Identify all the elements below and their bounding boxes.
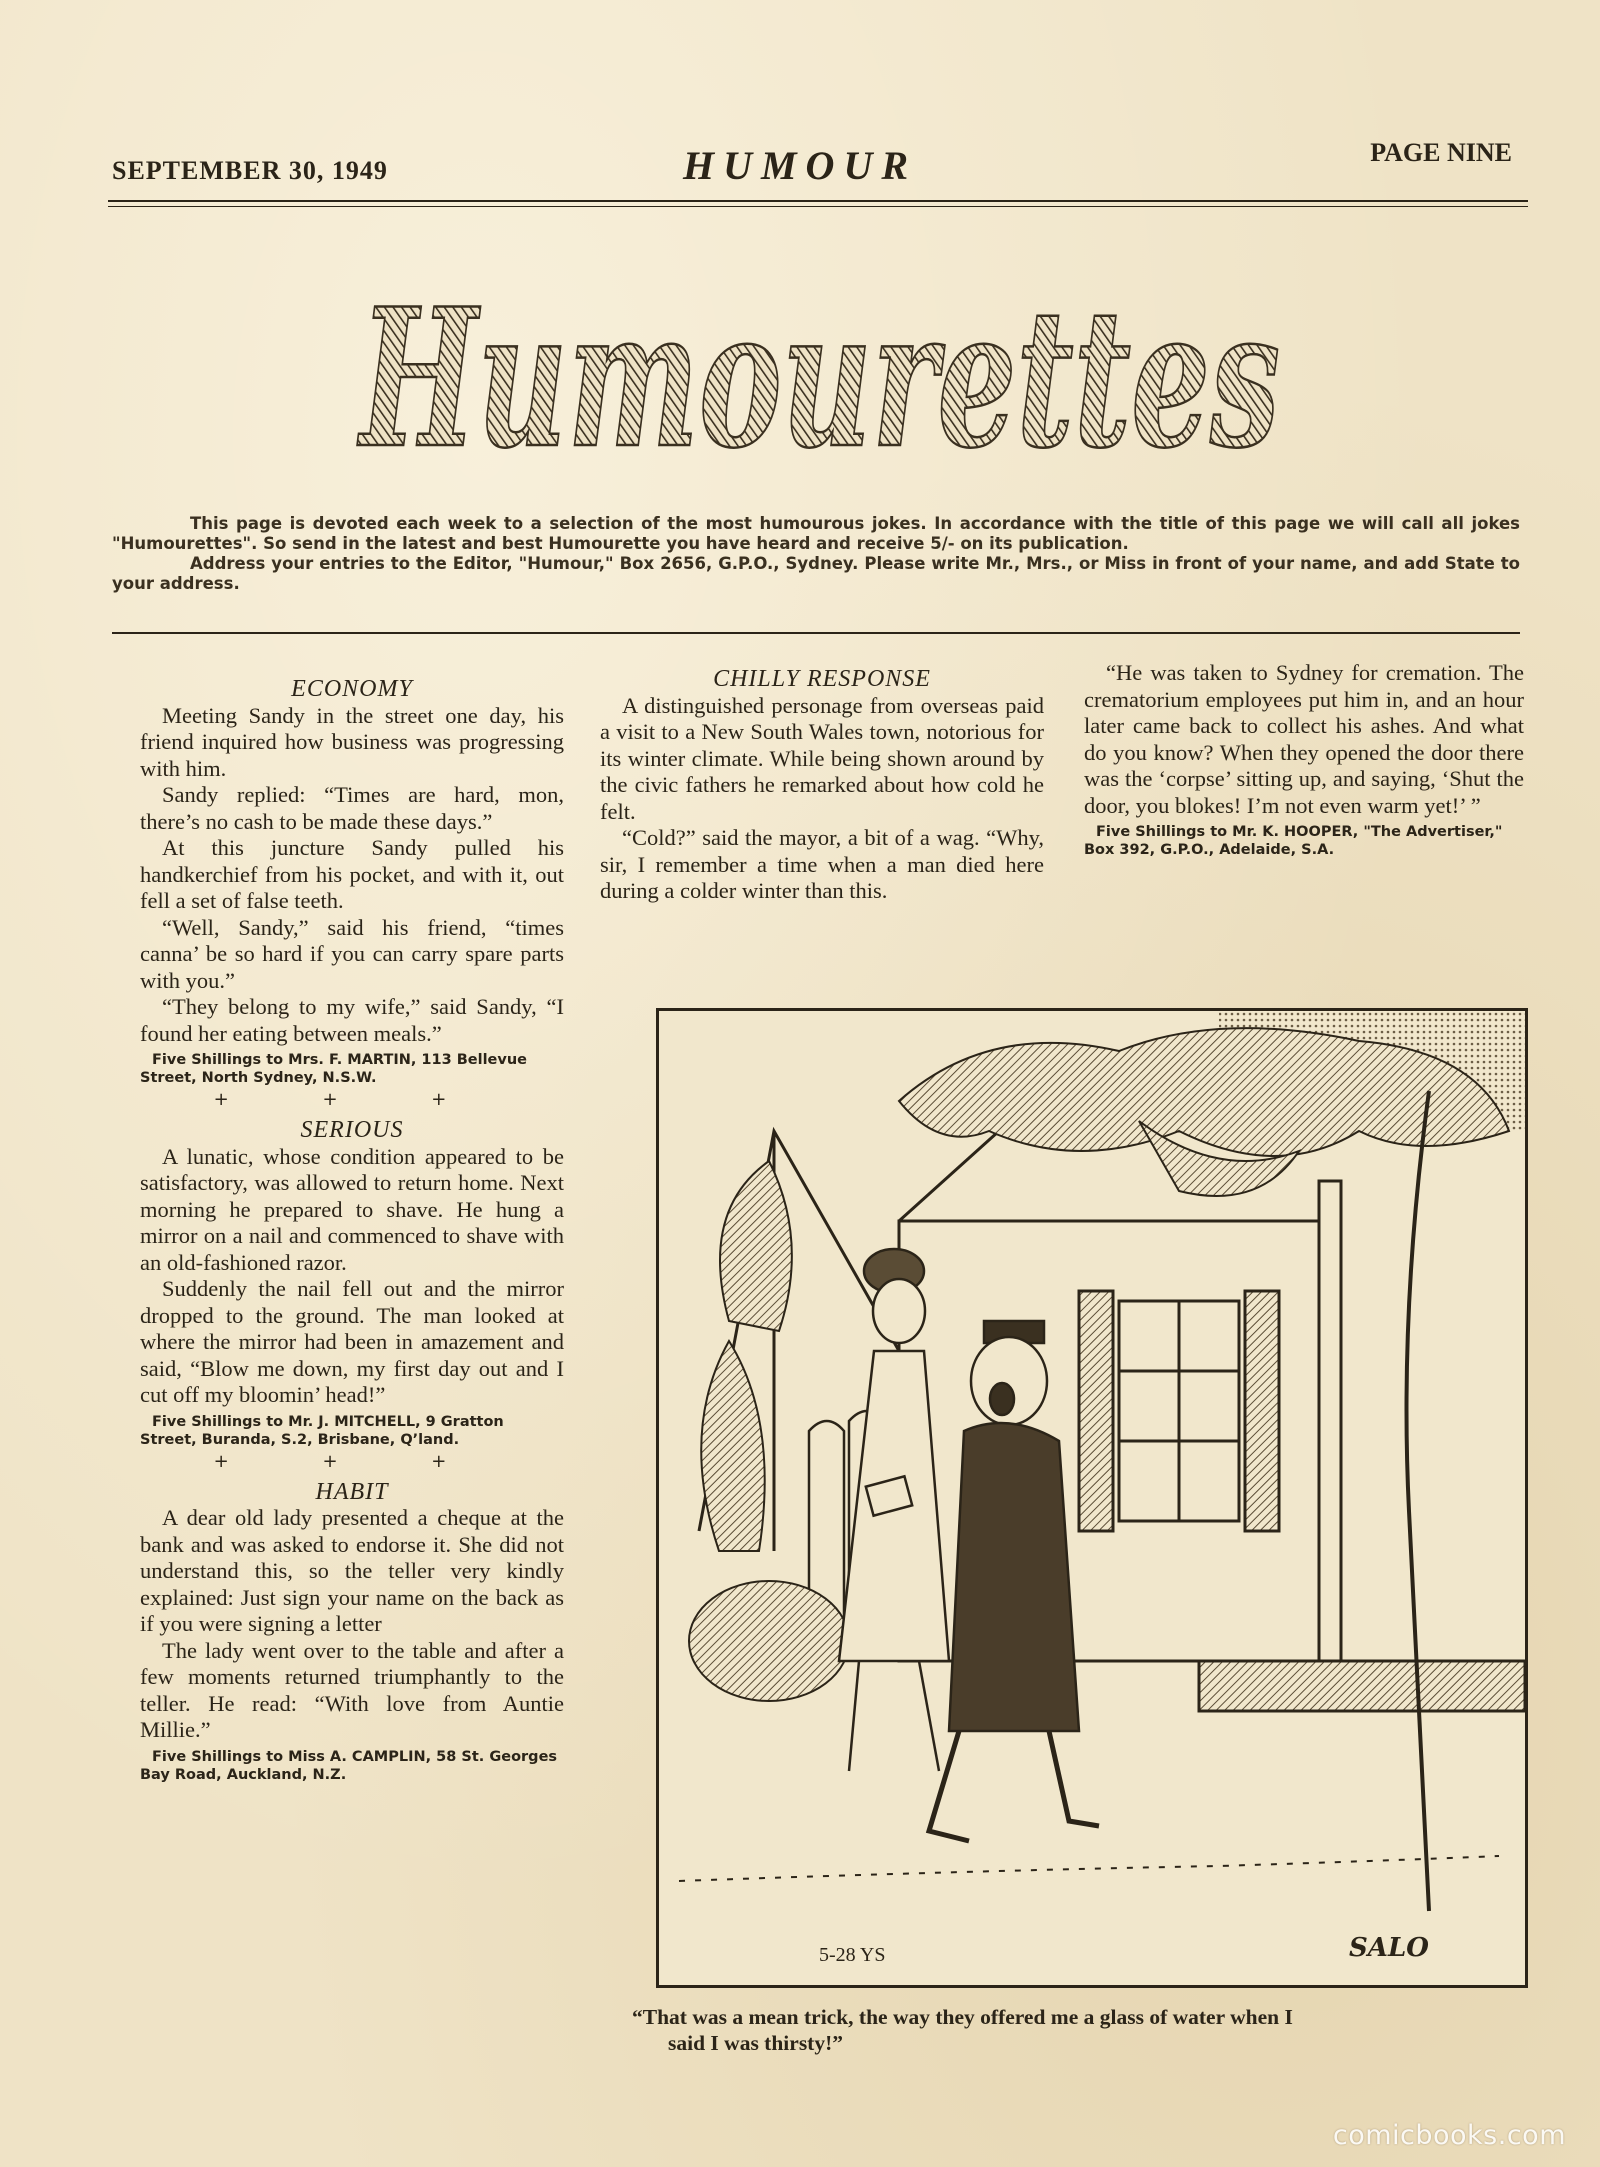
joke-title-chilly-response: CHILLY RESPONSE — [713, 666, 931, 692]
cartoon-date-mark: 5-28 YS — [819, 1944, 886, 1966]
column-left — [140, 670, 564, 1786]
joke-text: Suddenly the nail fell out and the mirror dropped to the ground. The man looked at where the mirror had been in amazement and said, “Blow me down, my first day out and I cut off my bloomin’ head!” — [140, 1276, 564, 1407]
page-number: PAGE NINE — [1370, 138, 1512, 167]
caption-line: said I was thirsty!” — [668, 2031, 844, 2055]
joke-text: A distinguished personage from overseas paid a visit to a New South Wales town, notorious for its winter climate. While being shown around by the civic fathers he remarked about how cold he felt. — [600, 692, 1044, 824]
watermark: comicbooks.com — [1332, 2120, 1566, 2151]
joke-text: “They belong to my wife,” said Sandy, “I found her eating between meals.” — [140, 994, 564, 1046]
cartoonist-signature: SALO — [1349, 1933, 1429, 1963]
masthead-title: Humourettes — [356, 267, 1281, 490]
joke-text: “Cold?” said the mayor, a bit of a wag. “Why, sir, I remember a time when a man died here during a colder winter than this. — [600, 825, 1044, 903]
intro-address: Address your entries to the Editor, "Humour," Box 2656, G.P.O., Sydney. Please write Mr., Mrs., or Miss in front of your name, and add State to your address. — [112, 554, 1520, 593]
cartoon-panel — [656, 1008, 1528, 1988]
tree-trunk — [1407, 1091, 1430, 1911]
humourettes-masthead-logo — [340, 245, 1300, 515]
column-right — [1084, 660, 1524, 861]
separator: + + + — [213, 1450, 491, 1472]
joke-credit: Five Shillings to Mrs. F. MARTIN, 113 Bellevue Street, North Sydney, N.S.W. — [140, 1052, 528, 1086]
joke-text: The lady went over to the table and after a few moments returned triumphantly to the teller. He read: “With love from Auntie Millie.” — [140, 1637, 564, 1742]
joke-text: A lunatic, whose condition appeared to be satisfactory, was allowed to return home. Next morning he prepared to shave. He hung a mirror on a nail and commenced to shave with an old-fashioned razor. — [140, 1143, 564, 1275]
column-middle — [600, 660, 1044, 905]
header-rule-thin — [108, 206, 1528, 207]
issue-date: SEPTEMBER 30, 1949 — [112, 156, 388, 185]
joke-credit: Five Shillings to Miss A. CAMPLIN, 58 St. Georges Bay Road, Auckland, N.Z. — [140, 1748, 558, 1783]
caption-line: “That was a mean trick, the way they offered me a glass of water when I — [632, 2005, 1293, 2029]
intro-notice — [112, 514, 1520, 594]
header-rule — [108, 200, 1528, 202]
intro-rule — [112, 632, 1520, 634]
joke-text: A dear old lady presented a cheque at the bank and was asked to endorse it. She did not understand this, so the teller very kindly explained: Just sign your name on the back as if you were signing a letter — [140, 1505, 564, 1636]
joke-text: “He was taken to Sydney for cremation. The crematorium employees put him in, and an hour later came back to collect his ashes. And what do you know? When they opened the door there was the ‘corpse’ sitting up, and saying, ‘Shut the door, you blokes! I’m not even warm yet!’ ” — [1084, 660, 1524, 818]
joke-credit: Five Shillings to Mr. K. HOOPER, "The Advertiser," Box 392, G.P.O., Adelaide, S.A. — [1084, 824, 1503, 858]
joke-text: “Well, Sandy,” said his friend, “times canna’ be so hard if you can carry spare parts with you.” — [140, 914, 564, 993]
cartoon-illustration — [659, 1011, 1525, 1985]
joke-title-habit: HABIT — [315, 1478, 389, 1505]
joke-text: Sandy replied: “Times are hard, mon, there’s no cash to be made these days.” — [140, 782, 564, 834]
section-title: HUMOUR — [682, 143, 918, 188]
ground-line — [679, 1856, 1499, 1881]
joke-title-economy: ECONOMY — [291, 676, 413, 702]
joke-title-serious: SERIOUS — [300, 1117, 404, 1143]
cartoon-caption — [632, 2004, 1544, 2056]
separator: + + + — [213, 1089, 491, 1110]
joke-text: At this juncture Sandy pulled his handkerchief from his pocket, and with it, out fell a set of false teeth. — [140, 835, 564, 913]
joke-text: Meeting Sandy in the street one day, his friend inquired how business was progressing with him. — [140, 702, 564, 781]
joke-credit: Five Shillings to Mr. J. MITCHELL, 9 Gratton Street, Buranda, S.2, Brisbane, Q’land. — [140, 1413, 504, 1448]
intro-paragraph: This page is devoted each week to a selection of the most humourous jokes. In accordance with the title of this page we will call all jokes "Humourettes". So send in the latest and best Humourette you have heard and receive 5/- on its publication. — [112, 514, 1520, 553]
